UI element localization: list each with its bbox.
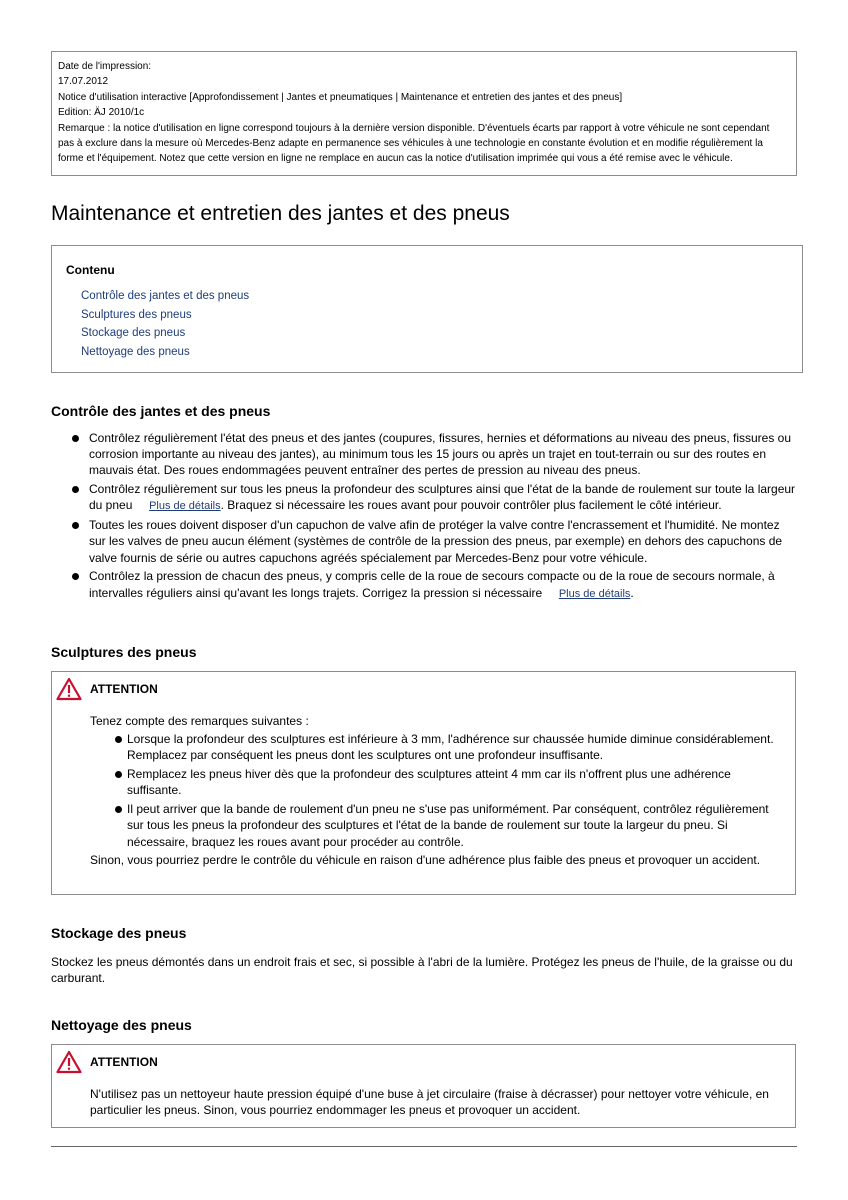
- warning-body: [90, 1086, 785, 1118]
- breadcrumb: Notice d'utilisation interactive [Approfondissement | Jantes et pneumatiques | Maintenance et entretien des jantes et des pneus]: [58, 91, 623, 103]
- list-item: Contrôlez la pression de chacun des pneus, y compris celle de la roue de secours compacte ou de la roue de secours normale, à intervalles réguliers ainsi qu'avant les longs trajets. Corrigez la pression si nécessaire Plus de détails.: [51, 568, 797, 601]
- controle-list: [51, 430, 797, 602]
- section-heading-nettoyage: Nettoyage des pneus: [51, 1017, 192, 1033]
- warning-triangle-icon: [56, 1050, 82, 1074]
- toc-link-controle[interactable]: Contrôle des jantes et des pneus: [81, 290, 250, 302]
- toc-title: Contenu: [66, 263, 115, 277]
- warning-header: [56, 677, 158, 701]
- warning-box-nettoyage: [51, 1044, 796, 1128]
- section-sculptures: [51, 643, 797, 661]
- toc-link-sculptures[interactable]: Sculptures des pneus: [81, 308, 192, 321]
- edition: Edition: ÄJ 2010/1c: [58, 107, 145, 119]
- warning-list: [90, 731, 785, 850]
- nettoyage-text: N'utilisez pas un nettoyeur haute pression équipé d'une buse à jet circulaire (fraise à décrasser) pour nettoyer votre véhicule, en particulier les pneus. Sinon, vous pourriez endommager les pneus et provoquer un accident.: [90, 1087, 769, 1118]
- list-item: Contrôlez régulièrement sur tous les pneus la profondeur des sculptures ainsi que l'état de la bande de roulement sur toute la largeur du pneu Plus de détails. Braquez si nécessaire les roues avant pour pouvoir contrôler plus facilement le côté intérieur.: [51, 481, 797, 514]
- toc-link-stockage[interactable]: Stockage des pneus: [81, 327, 186, 340]
- warning-triangle-icon: [56, 677, 82, 701]
- list-item: Toutes les roues doivent disposer d'un capuchon de valve afin de protéger la valve contre l'encrassement et l'humidité. Ne montez sur les valves de pneu aucun élément (systèmes de contrôle de la pression des pneus, par exemple) en dehors des capuchons de valve fournis de série ou autres capuchons agréés spécialement par Mercedes-Benz pour votre véhicule.: [51, 517, 797, 566]
- warning-label: ATTENTION: [90, 1055, 158, 1069]
- footer-divider: [51, 1146, 797, 1147]
- section-stockage: [51, 924, 797, 986]
- warning-header: [56, 1050, 158, 1074]
- print-date: 17.07.2012: [58, 76, 109, 88]
- page-title: Maintenance et entretien des jantes et des pneus: [51, 202, 510, 225]
- toc-box: [51, 245, 803, 373]
- remark: Remarque : la notice d'utilisation en ligne correspond toujours à la dernière version disponible. D'éventuels écarts par rapport à votre véhicule ne sont cependant pas à exclure dans la mesure où Mercedes-Benz adapte en permanence ses véhicules à une technologie en constante évolution et en modifie régulièrement la forme et l'équipement. Notez que cette version en ligne ne remplace en aucun cas la notice d'utilisation imprimée qui vous a été remise avec le véhicule.: [58, 122, 770, 165]
- warning-box-sculptures: [51, 671, 796, 895]
- list-item: Remplacez les pneus hiver dès que la profondeur des sculptures atteint 4 mm car ils n'offrent plus une adhérence suffisante.: [90, 766, 785, 798]
- print-info-box: [51, 51, 797, 176]
- list-item: Contrôlez régulièrement l'état des pneus et des jantes (coupures, fissures, hernies et déformations au niveau des pneus, fissures ou corrosion importante au niveau des jantes), au minimum tous les 15 jours ou après un trajet en tout-terrain ou sur des routes en mauvais état. Des roues endommagées peuvent entraîner des pertes de pression au niveau des pneus.: [51, 430, 797, 479]
- section-nettoyage: [51, 1016, 797, 1034]
- warning-intro: Tenez compte des remarques suivantes :: [90, 714, 309, 728]
- stockage-text: Stockez les pneus démontés dans un endroit frais et sec, si possible à l'abri de la lumière. Protégez les pneus de l'huile, de la graisse ou du carburant.: [51, 955, 793, 986]
- section-heading-sculptures: Sculptures des pneus: [51, 644, 197, 660]
- warning-outro: Sinon, vous pourriez perdre le contrôle du véhicule en raison d'une adhérence plus faible des pneus et provoquer un accident.: [90, 853, 761, 868]
- section-controle: [51, 402, 797, 604]
- section-heading-controle: Contrôle des jantes et des pneus: [51, 403, 271, 419]
- section-heading-stockage: Stockage des pneus: [51, 925, 187, 941]
- more-details-link[interactable]: Plus de détails: [558, 587, 631, 600]
- toc-link-nettoyage[interactable]: Nettoyage des pneus: [81, 346, 190, 359]
- print-date-label: Date de l'impression:: [58, 61, 152, 72]
- more-details-link[interactable]: Plus de détails: [149, 500, 221, 513]
- list-item: Lorsque la profondeur des sculptures est inférieure à 3 mm, l'adhérence sur chaussée humide diminue considérablement. Remplacez par conséquent les pneus dont les sculptures ont une profondeur insuffisante.: [90, 731, 785, 763]
- warning-label: ATTENTION: [90, 682, 158, 696]
- list-item: Il peut arriver que la bande de roulement d'un pneu ne s'use pas uniformément. Par conséquent, contrôlez régulièrement sur tous les pneus la profondeur des sculptures et l'état de la bande de roulement sur toute la largeur du pneu. Si nécessaire, braquez les roues avant pour procéder au contrôle.: [90, 801, 785, 850]
- warning-body: [90, 713, 785, 869]
